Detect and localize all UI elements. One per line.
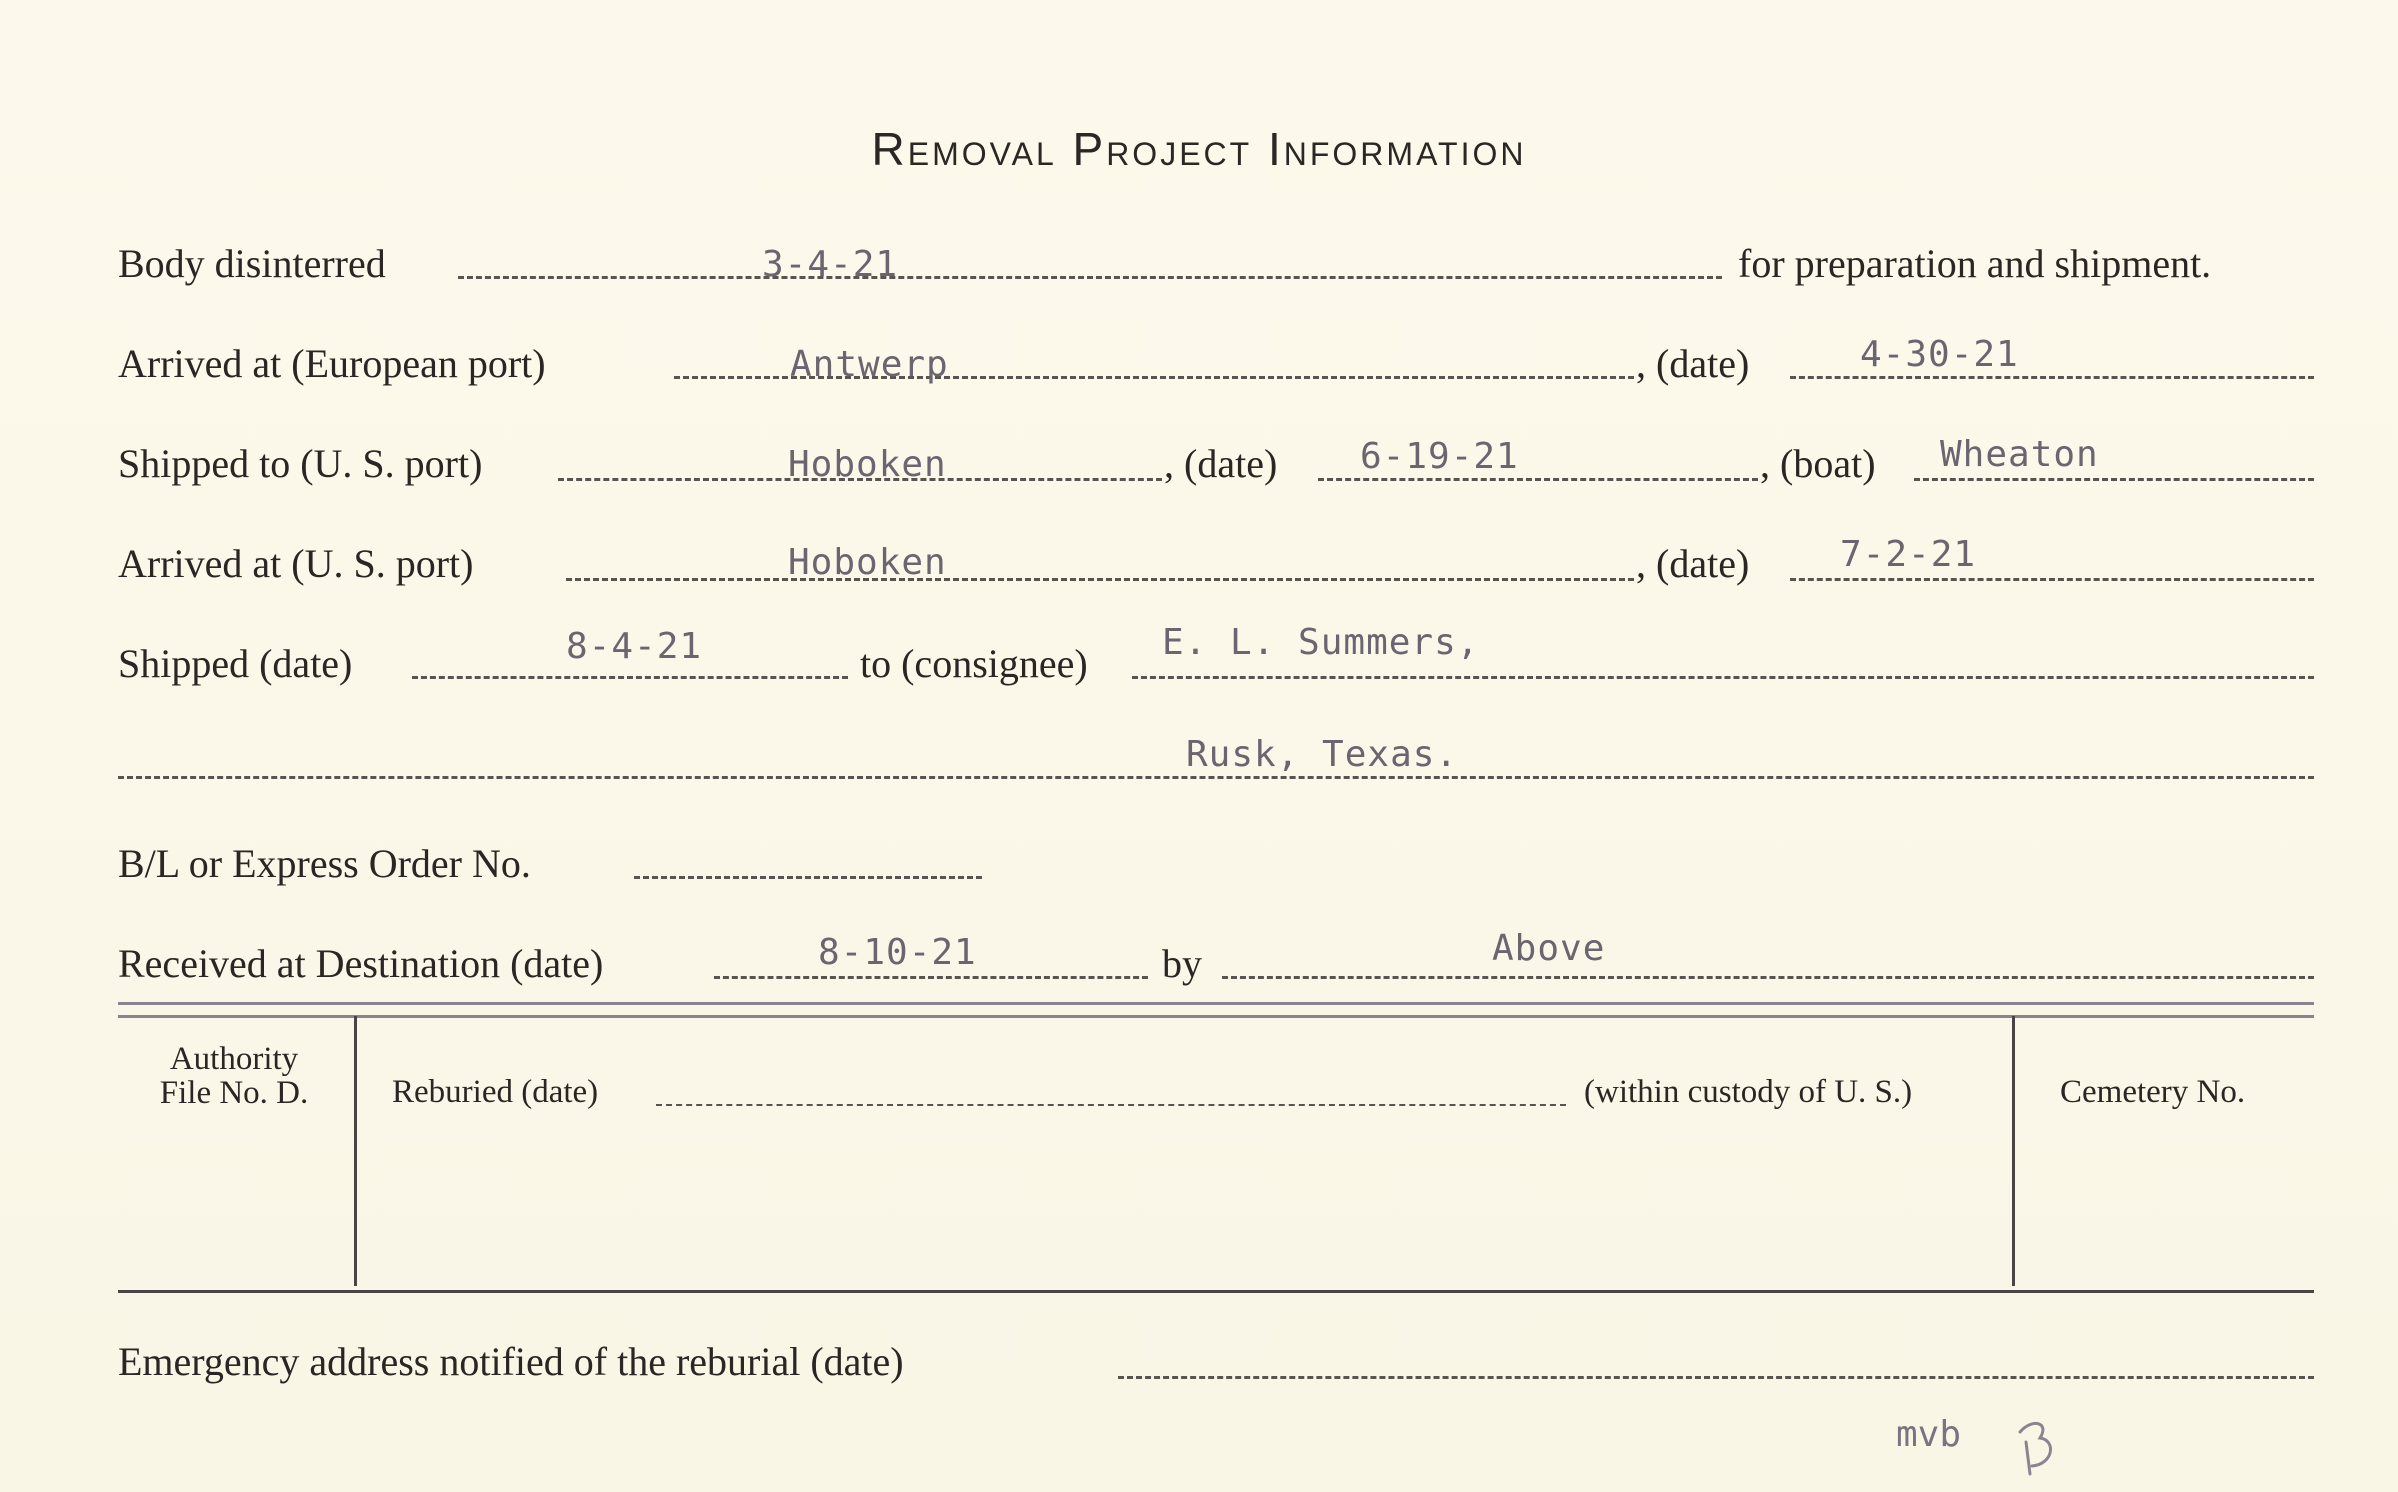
received-date-line [714, 976, 1148, 979]
arrived-eu-date-line [1790, 376, 2314, 379]
reburied-line [656, 1104, 1566, 1106]
emergency-label: Emergency address notified of the reburial (date) [118, 1339, 904, 1384]
arrived-eu-label: Arrived at (European port) [118, 341, 546, 386]
disinterred-label: Body disinterred [118, 241, 386, 286]
arrived-us-date-label: , (date) [1636, 541, 1750, 586]
shipped-us-date-label: , (date) [1164, 441, 1278, 486]
cemetery-label: Cemetery No. [2060, 1074, 2246, 1110]
disinterred-line [458, 276, 1722, 279]
consignee-line [1132, 676, 2314, 679]
shipped-us-port: Hoboken [788, 444, 947, 485]
shipped-date-label: Shipped (date) [118, 641, 353, 686]
arrived-us-date-line [1790, 578, 2314, 581]
shipped-us-boat: Wheaton [1940, 434, 2099, 475]
shipped-date-value: 8-4-21 [566, 626, 703, 667]
clerk-initials: mvb [1896, 1414, 1962, 1455]
shipped-us-label: Shipped to (U. S. port) [118, 441, 483, 486]
section-divider [118, 1002, 2314, 1018]
consignee-label: to (consignee) [860, 641, 1088, 686]
custody-label: (within custody of U. S.) [1584, 1074, 1913, 1110]
consignee-address: Rusk, Texas. [1186, 734, 1459, 775]
shipped-us-date-line [1318, 478, 1758, 481]
shipped-us-date: 6-19-21 [1360, 436, 1519, 477]
shipped-us-boat-label: , (boat) [1760, 441, 1876, 486]
bl-label: B/L or Express Order No. [118, 841, 531, 886]
authority-line1: Authority [169, 1041, 299, 1077]
arrived-eu-date: 4-30-21 [1860, 334, 2019, 375]
reburied-label: Reburied (date) [392, 1074, 599, 1110]
disinterred-suffix: for preparation and shipment. [1738, 241, 2212, 286]
arrived-us-line [566, 578, 1634, 581]
arrived-eu-port: Antwerp [790, 344, 949, 385]
received-label: Received at Destination (date) [118, 941, 604, 986]
page-title: Removal Project Information [871, 123, 1527, 175]
box-divider-left [354, 1016, 357, 1286]
received-by: Above [1492, 928, 1606, 969]
received-date: 8-10-21 [818, 932, 977, 973]
shipped-us-boat-line [1914, 478, 2314, 481]
arrived-eu-date-label: , (date) [1636, 341, 1750, 386]
bl-line [634, 876, 982, 879]
arrived-us-label: Arrived at (U. S. port) [118, 541, 474, 586]
received-by-line [1222, 976, 2314, 979]
shipped-date-line [412, 676, 848, 679]
received-by-label: by [1162, 941, 1202, 986]
box-divider-right [2012, 1016, 2015, 1286]
pencil-scribble [2010, 1412, 2070, 1482]
consignee-name: E. L. Summers, [1162, 622, 1480, 663]
address-line [118, 776, 2314, 779]
emergency-line [1118, 1376, 2314, 1379]
authority-label [124, 1042, 344, 1110]
arrived-us-date: 7-2-21 [1840, 534, 1977, 575]
box-bottom-rule [118, 1290, 2314, 1293]
arrived-us-port: Hoboken [788, 542, 947, 583]
disinterred-value: 3-4-21 [762, 244, 899, 285]
authority-line2: File No. D. [159, 1075, 309, 1111]
